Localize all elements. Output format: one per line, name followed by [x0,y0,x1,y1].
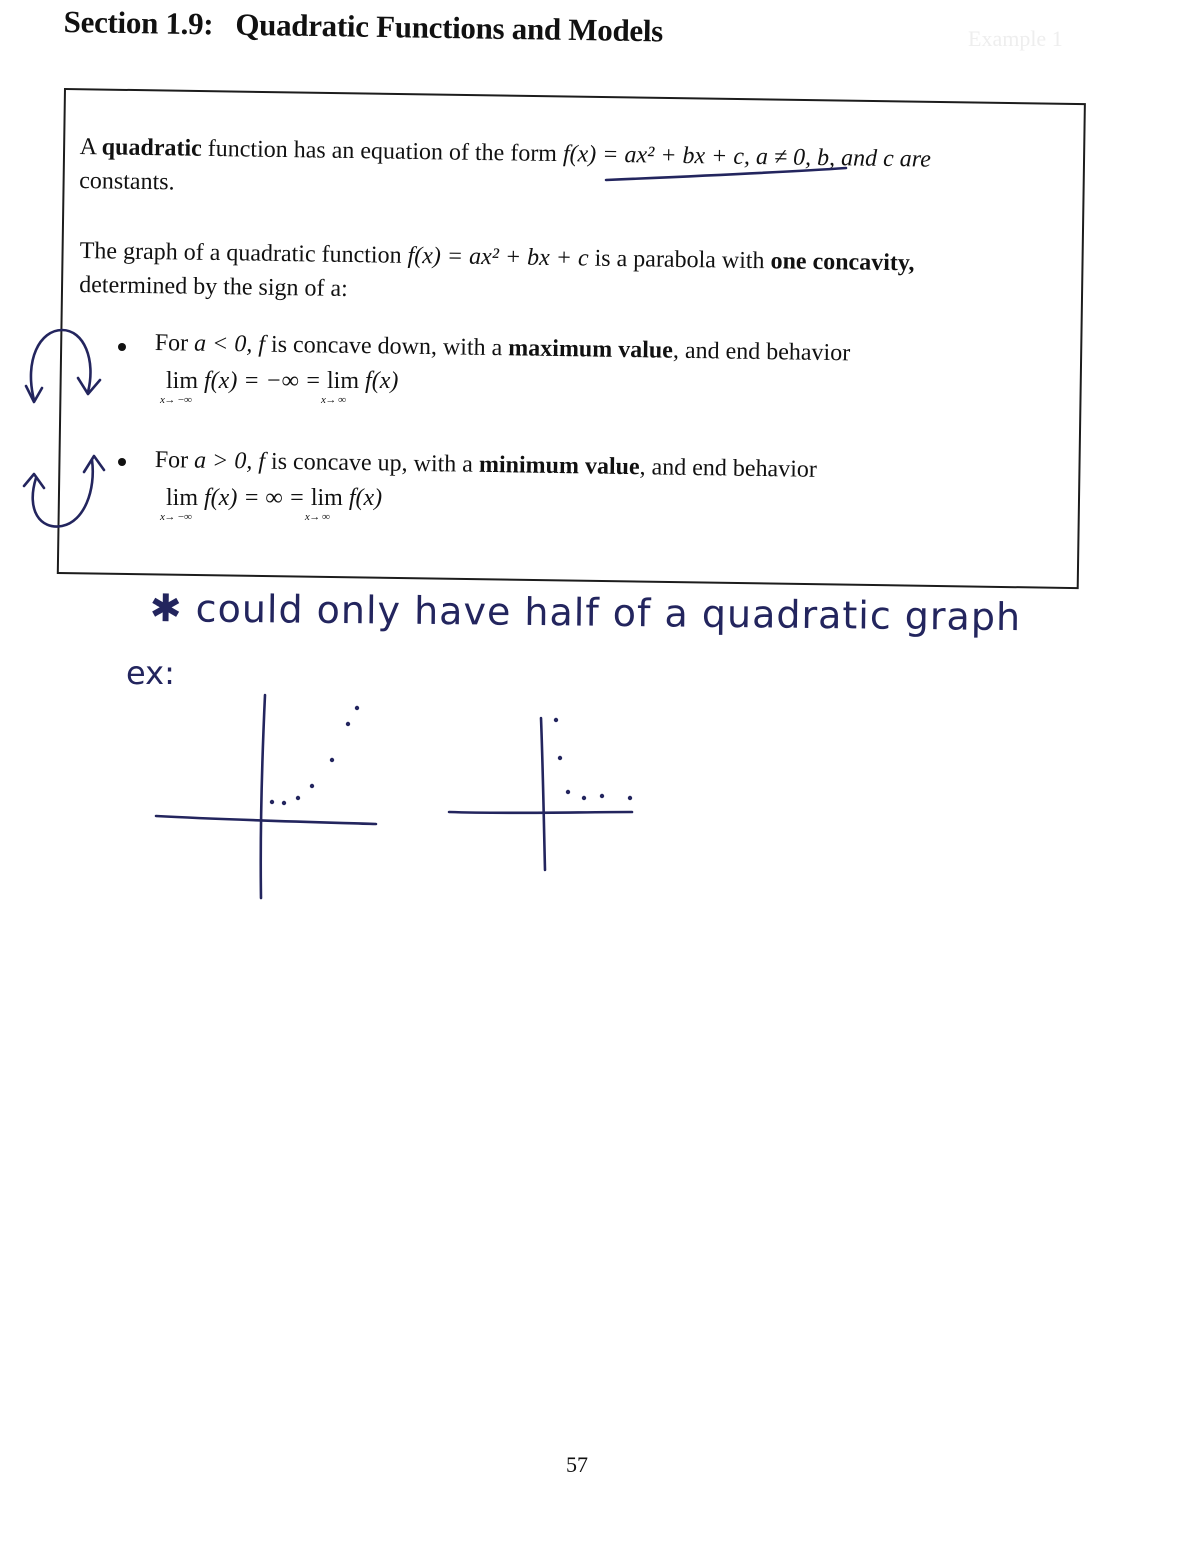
quadratic-formula: f(x) = ax² + bx + c, a ≠ 0, b, and c are [562,141,932,173]
term-minimum-value: minimum value [478,451,640,481]
limit-function: f(x) [365,368,399,394]
graph-text-b: is a parabola with [588,245,771,275]
bullet-text: is concave down, with a [264,331,509,362]
bullet-text-end: , and end behavior [639,454,818,483]
bullet-condition: a < 0, f [193,330,266,358]
graph-text-a: The graph of a quadratic function [79,237,408,269]
bullet-lead: For [154,447,195,474]
definition-text-b: function has an equation of the form [201,135,564,168]
handwritten-note: ✱ could only have half of a quadratic graph [149,586,1022,640]
limit-expression: f(x) = ∞ = [204,485,305,511]
bullet-lead: For [154,330,195,357]
graph1-x-axis [156,816,376,824]
handwritten-example-label: ex: [126,654,175,692]
section-name: Quadratic Functions and Models [235,6,664,49]
limit-left: lim x→ −∞ [160,368,199,406]
bullet-condition: a > 0, f [193,447,266,475]
bullet-text: is concave up, with a [264,448,480,478]
section-number: Section 1.9: [63,4,214,42]
limit-function: f(x) [348,485,383,511]
graph-text-c: determined by the sign of a: [79,271,349,302]
term-maximum-value: maximum value [508,335,674,364]
graph2-y-axis [541,718,545,870]
graph2-x-axis [449,812,632,813]
formula-underline [606,168,846,180]
definition-text-a: A [79,133,102,161]
bullet-text-end: , and end behavior [672,337,851,367]
page-number: 57 [566,1452,588,1477]
bleed-through-text: Example 1 [968,26,1063,51]
definition-text-c: constants. [79,167,175,196]
graph-formula: f(x) = ax² + bx + c [407,242,589,272]
limit-subscript: x→ ∞ [321,394,346,406]
limit-right: lim x→ ∞ [304,485,343,523]
limit-expression: f(x) = −∞ = [204,368,322,394]
limit-subscript: x→ −∞ [160,394,192,406]
limit-subscript: x→ ∞ [304,511,330,523]
limit-subscript: x→ −∞ [160,511,192,523]
limit-right: lim x→ ∞ [321,368,360,406]
limit-left: lim x→ −∞ [160,485,199,523]
term-one-concavity: one concavity, [770,248,915,277]
term-quadratic: quadratic [101,134,202,162]
arrow-head-icon [26,386,42,402]
graph1-y-axis [261,695,265,898]
